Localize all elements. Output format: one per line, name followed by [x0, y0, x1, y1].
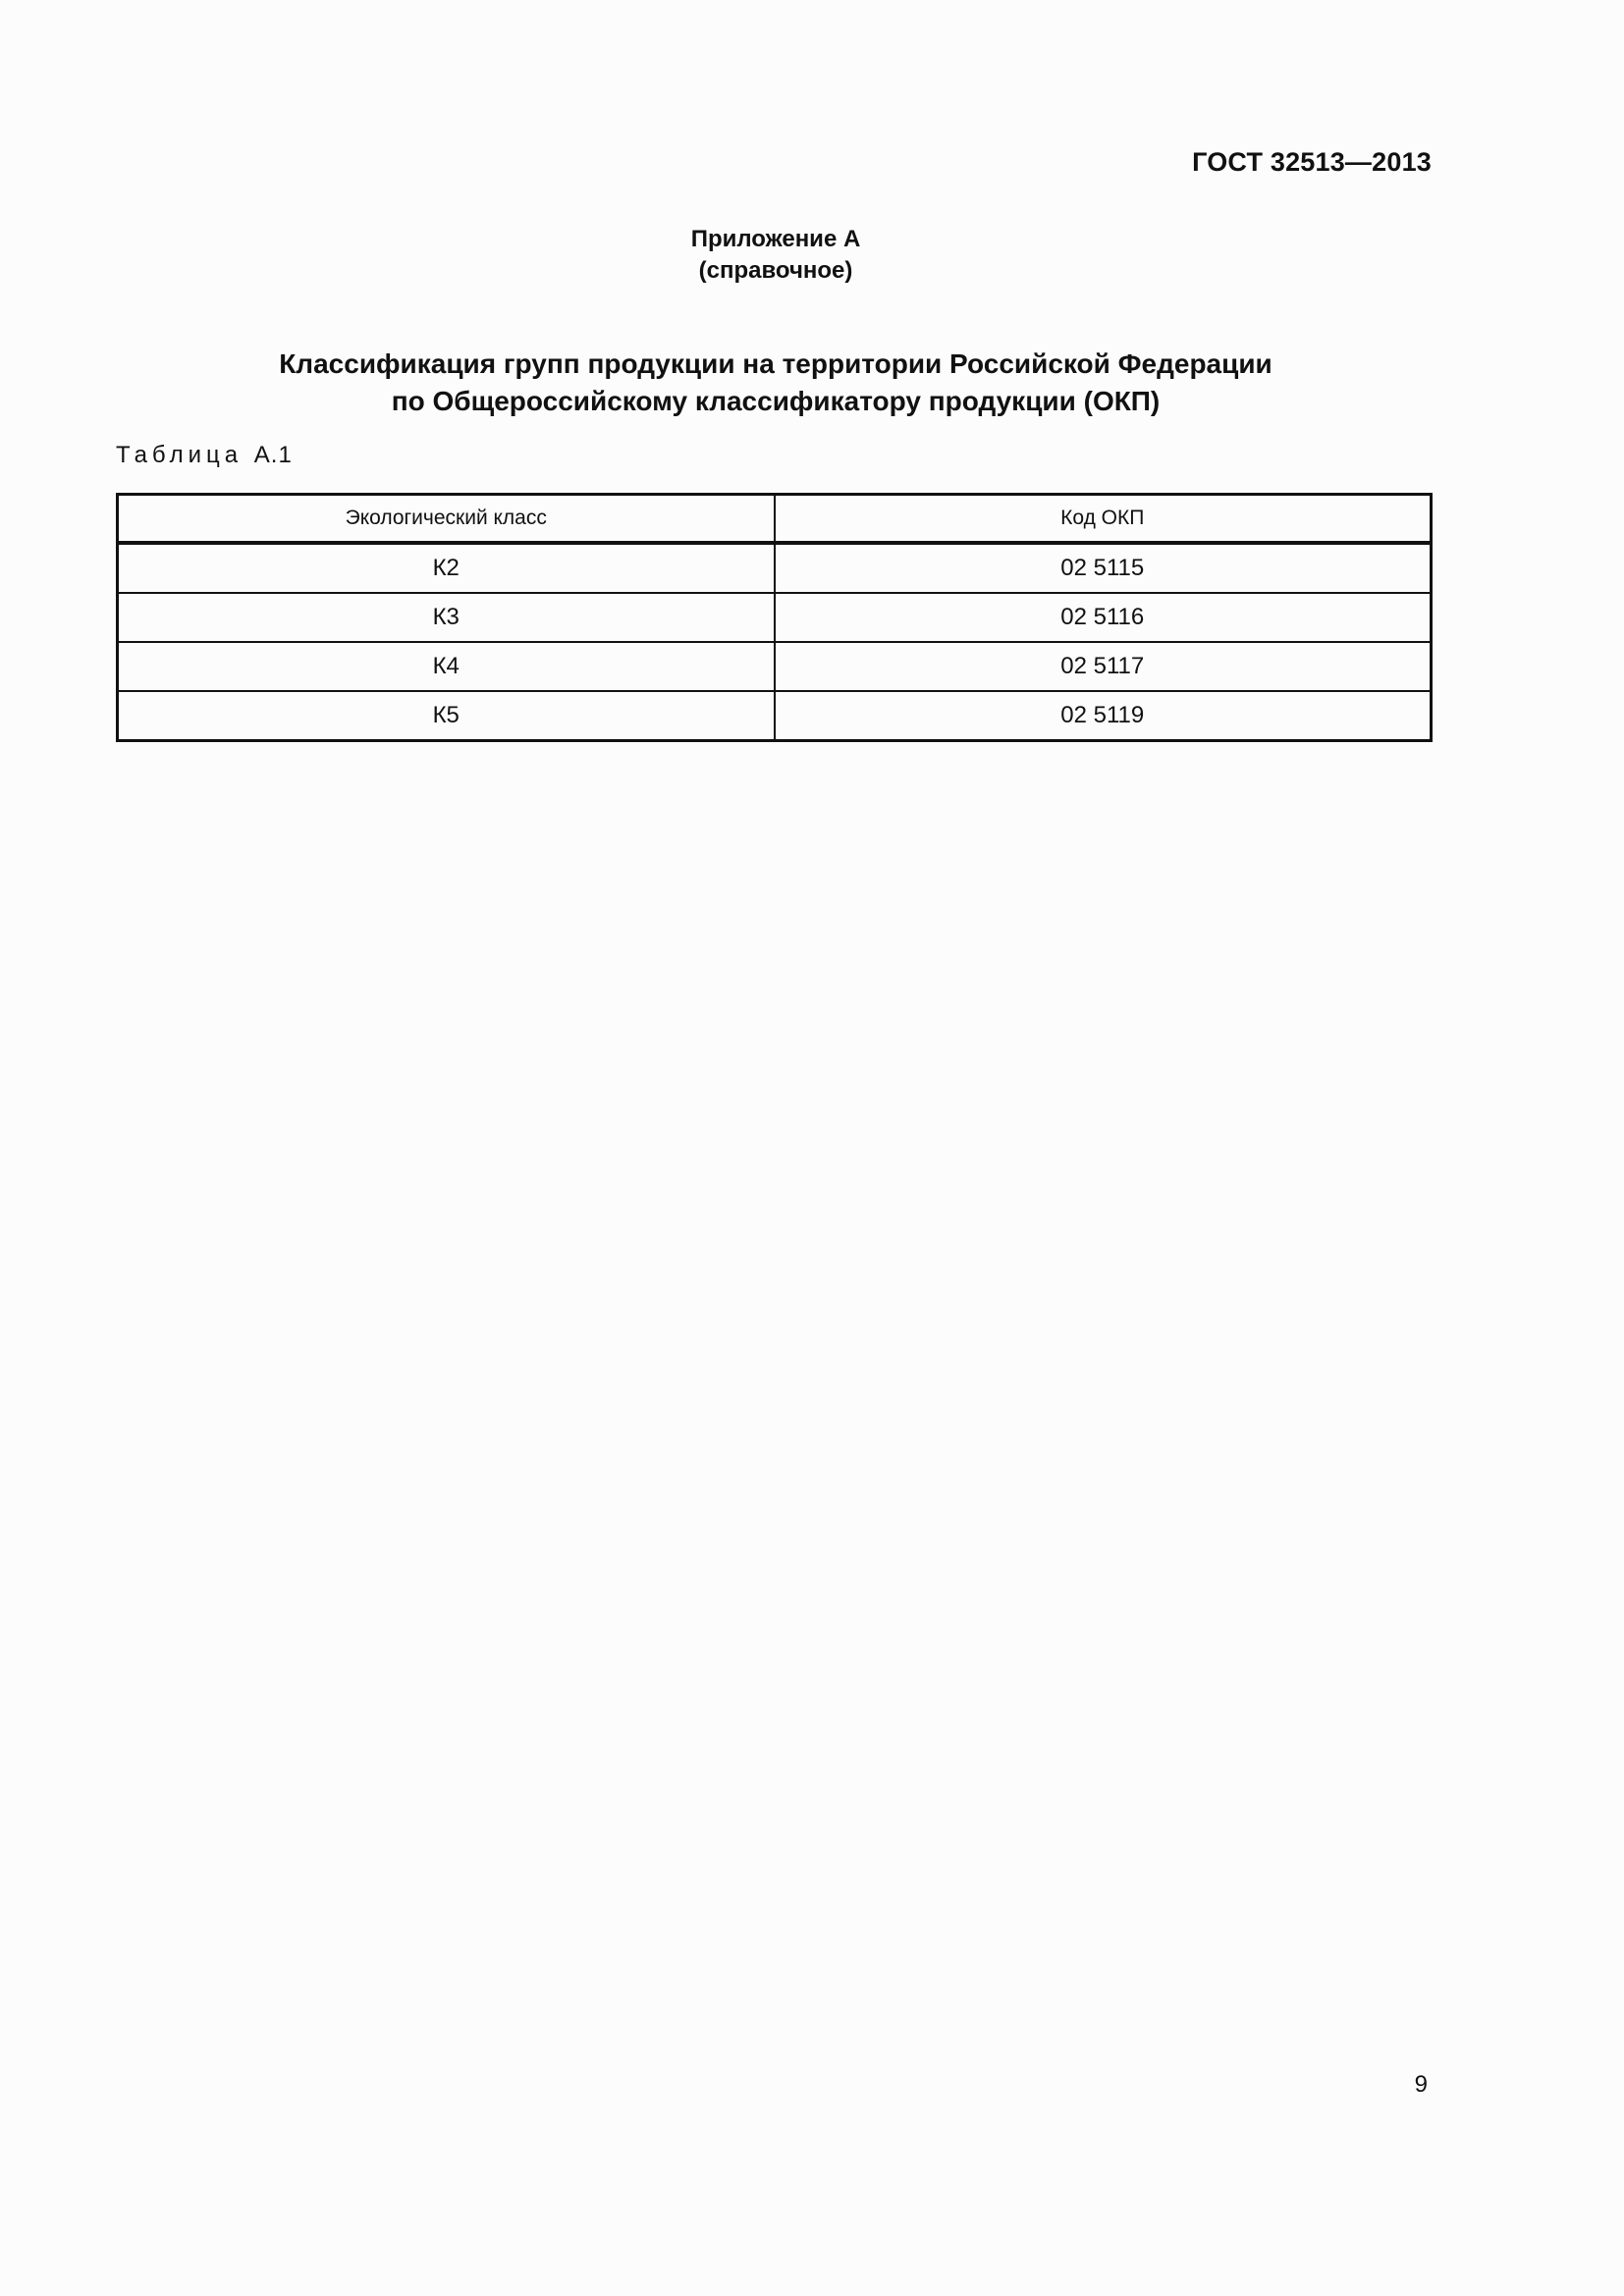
table-header-row	[118, 495, 1432, 544]
table-row	[118, 691, 1432, 741]
section-heading-line-1: Классификация групп продукции на территории Российской Федерации	[279, 348, 1272, 379]
appendix-subtitle: (справочное)	[698, 257, 853, 284]
column-header-ecological-class: Экологический класс	[118, 495, 775, 544]
document-standard-code: ГОСТ 32513—2013	[1192, 147, 1432, 177]
section-heading-line-2: по Общероссийскому классификатору продукции (ОКП)	[391, 386, 1161, 416]
cell-ecological-class: К5	[118, 691, 775, 741]
cell-ecological-class: К2	[118, 543, 775, 593]
cell-okp-code: 02 5117	[775, 642, 1432, 691]
table-caption-word: Таблица	[116, 442, 244, 468]
appendix-title: Приложение А	[690, 226, 861, 252]
page-number: 9	[1414, 2071, 1428, 2098]
table-row	[118, 593, 1432, 642]
section-heading	[0, 346, 1551, 420]
column-header-okp-code: Код ОКП	[775, 495, 1432, 544]
table-caption-number: А.1	[253, 442, 293, 468]
cell-ecological-class: К4	[118, 642, 775, 691]
cell-okp-code: 02 5115	[775, 543, 1432, 593]
cell-okp-code: 02 5116	[775, 593, 1432, 642]
appendix-heading	[0, 224, 1551, 287]
cell-ecological-class: К3	[118, 593, 775, 642]
cell-okp-code: 02 5119	[775, 691, 1432, 741]
table-caption	[116, 442, 293, 469]
table-row	[118, 642, 1432, 691]
okp-classification-table	[116, 493, 1433, 742]
table-row	[118, 543, 1432, 593]
